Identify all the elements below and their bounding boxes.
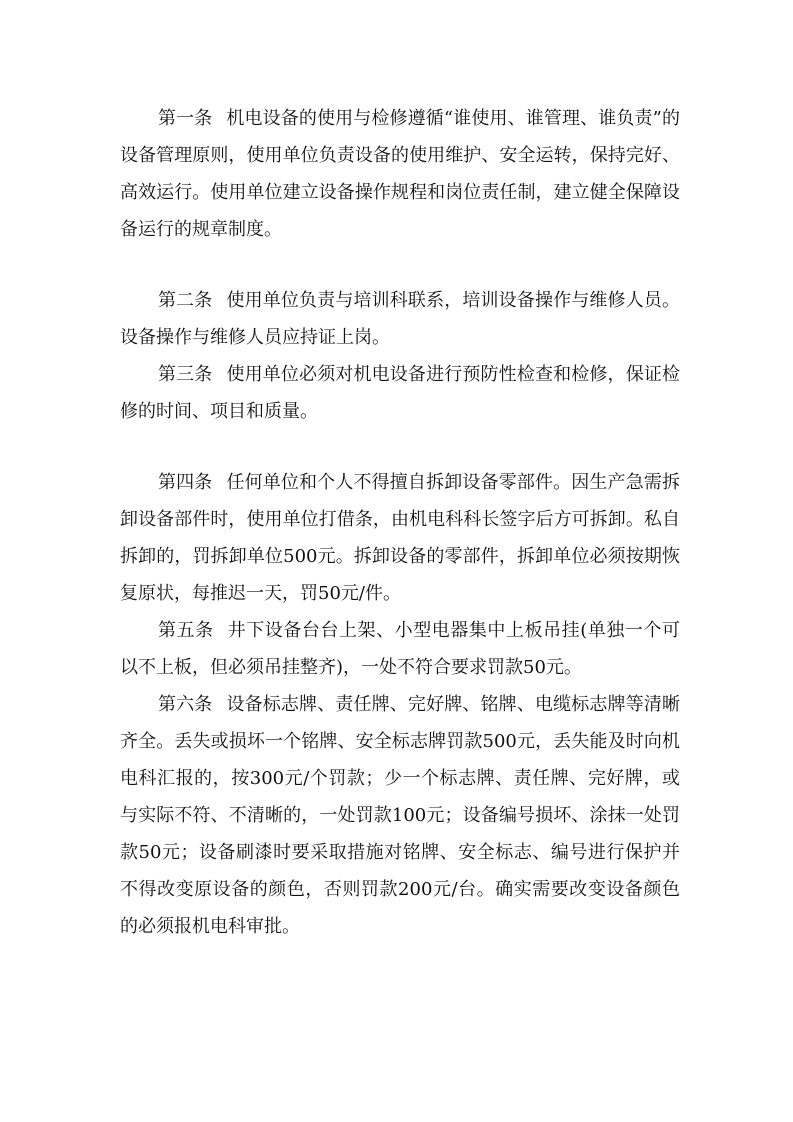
article-4-text: 任何单位和个人不得擅自拆卸设备零部件。因生产急需拆卸设备部件时，使用单位打借条，由机电科科长签字后方可拆卸。私自拆卸的，罚拆卸单位500元。拆卸设备的零部件，拆卸单位必须按期恢复原状，每推迟一天，罚50元/件。 — [120, 472, 681, 604]
article-3-text: 使用单位必须对机电设备进行预防性检查和检修，保证检修的时间、项目和质量。 — [120, 364, 681, 422]
article-2 — [120, 282, 680, 356]
article-1 — [120, 100, 680, 248]
article-1-text: 机电设备的使用与检修遵循“谁使用、谁管理、谁负责”的设备管理原则，使用单位负责设备的使用维护、安全运转，保持完好、高效运行。使用单位建立设备操作规程和岗位责任制，建立健全保障设备运行的规章制度。 — [120, 108, 681, 240]
article-5-text: 井下设备台台上架、小型电器集中上板吊挂(单独一个可以不上板，但必须吊挂整齐)，一处不符合要求罚款50元。 — [120, 620, 680, 678]
document-body — [120, 100, 680, 945]
article-6-text: 设备标志牌、责任牌、完好牌、铭牌、电缆标志牌等清晰齐全。丢失或损坏一个铭牌、安全标志牌罚款500元，丢失能及时向机电科汇报的，按300元/个罚款；少一个标志牌、责任牌、完好牌，或与实际不符、不清晰的，一处罚款100元；设备编号损坏、涂抹一处罚款50元；设备刷漆时要采取措施对铭牌、安全标志、编号进行保护并不得改变原设备的颜色，否则罚款200元/台。确实需要改变设备颜色的必须报机电科审批。 — [120, 694, 681, 937]
article-6-label: 第六条 — [158, 694, 213, 715]
article-5-label: 第五条 — [158, 620, 214, 641]
article-4 — [120, 464, 680, 612]
article-5 — [120, 612, 680, 686]
article-6 — [120, 686, 680, 945]
article-1-label: 第一条 — [158, 108, 213, 129]
article-4-label: 第四条 — [158, 472, 213, 493]
article-3 — [120, 356, 680, 430]
article-2-label: 第二条 — [158, 290, 213, 311]
article-2-text: 使用单位负责与培训科联系，培训设备操作与维修人员。设备操作与维修人员应持证上岗。 — [120, 290, 681, 348]
article-3-label: 第三条 — [158, 364, 213, 385]
